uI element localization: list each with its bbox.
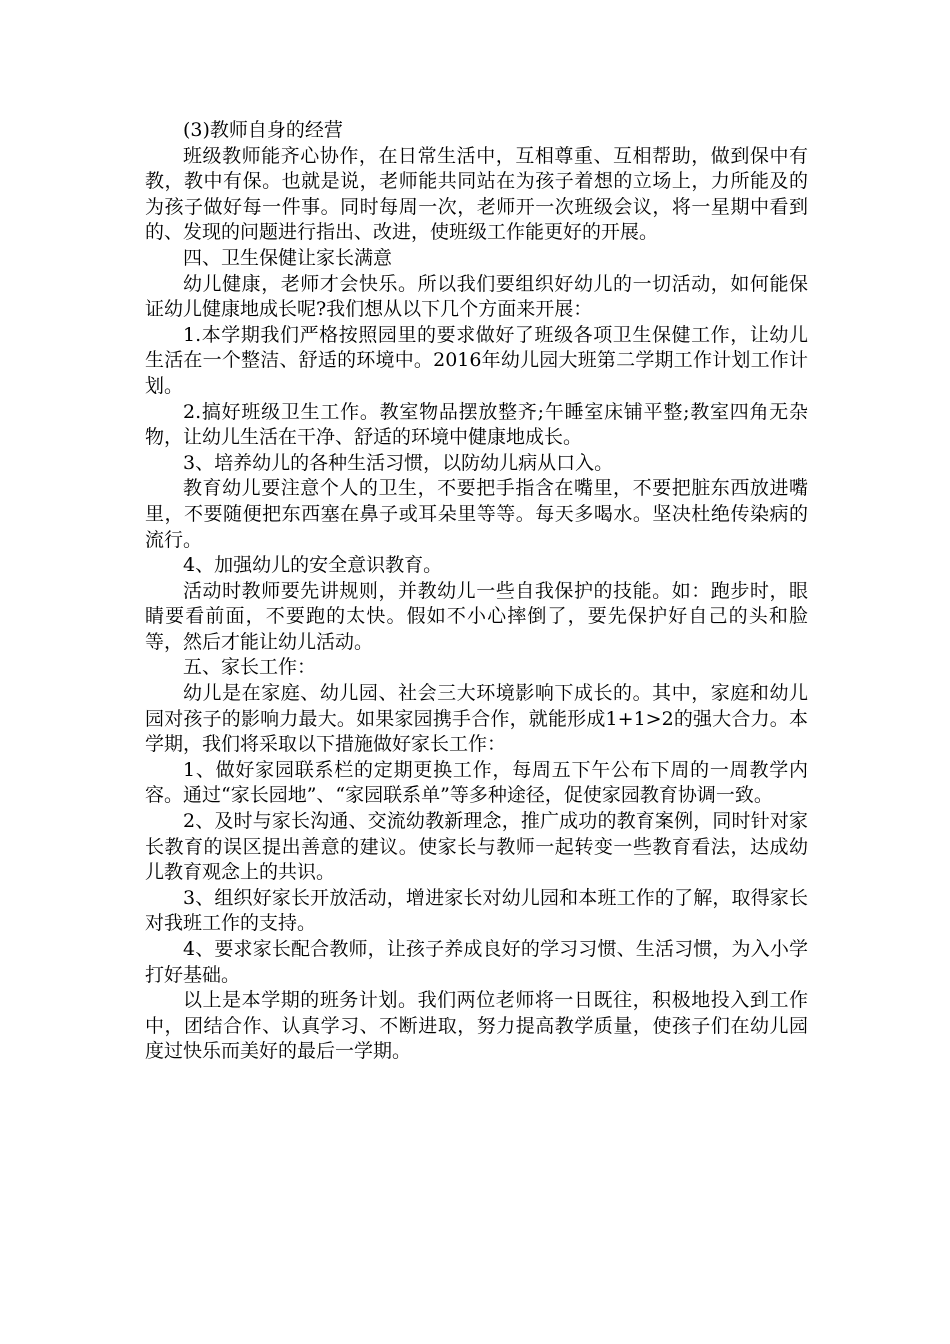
section-heading-health-care: 四、卫生保健让家长满意 (183, 246, 393, 269)
paragraph: 幼儿是在家庭、幼儿园、社会三大环境影响下成长的。其中，家庭和幼儿园对孩子的影响力最大。如果家园携手合作，就能形成1+1>2的强大合力。本学期，我们将采取以下措施做好家长工作： (145, 682, 808, 756)
closing-paragraph: 以上是本学期的班务计划。我们两位老师将一日既往，积极地投入到工作中，团结合作、认真学习、不断进取，努力提高教学质量，使孩子们在幼儿园度过快乐而美好的最后一学期。 (145, 989, 808, 1063)
list-item: 4、要求家长配合教师，让孩子养成良好的学习习惯、生活习惯，为入小学打好基础。 (145, 938, 808, 986)
paragraph: 教育幼儿要注意个人的卫生，不要把手指含在嘴里，不要把脏东西放进嘴里，不要随便把东西塞在鼻子或耳朵里等等。每天多喝水。坚决杜绝传染病的流行。 (145, 477, 808, 551)
paragraph: 幼儿健康，老师才会快乐。所以我们要组织好幼儿的一切活动，如何能保证幼儿健康地成长呢?我们想从以下几个方面来开展： (145, 272, 808, 321)
paragraph: 活动时教师要先讲规则，并教幼儿一些自我保护的技能。如：跑步时，眼睛要看前面，不要跑的太快。假如不小心摔倒了，要先保护好自己的头和脸等，然后才能让幼儿活动。 (145, 579, 808, 653)
paragraph: 班级教师能齐心协作，在日常生活中，互相尊重、互相帮助，做到保中有教，教中有保。也就是说，老师能共同站在为孩子着想的立场上，力所能及的为孩子做好每一件事。同时每周一次，老师开一次班级会议，将一星期中看到的、发现的问题进行指出、改进，使班级工作能更好的开展。 (145, 144, 808, 244)
section-heading-parent-work: 五、家长工作： (183, 656, 317, 679)
list-item: 2.搞好班级卫生工作。教室物品摆放整齐;午睡室床铺平整;教室四角无杂物，让幼儿生活在干净、舒适的环境中健康地成长。 (145, 400, 808, 449)
list-item: 2、及时与家长沟通、交流幼教新理念，推广成功的教育案例，同时针对家长教育的误区提出善意的建议。使家长与教师一起转变一些教育看法，达成幼儿教育观念上的共识。 (145, 810, 808, 884)
document-page (145, 118, 808, 1065)
list-item: 4、加强幼儿的安全意识教育。 (183, 554, 443, 577)
list-item: 3、组织好家长开放活动，增进家长对幼儿园和本班工作的了解，取得家长对我班工作的支持。 (145, 886, 808, 935)
section-heading-teacher-management: (3)教师自身的经营 (183, 119, 343, 141)
list-item: 1.本学期我们严格按照园里的要求做好了班级各项卫生保健工作，让幼儿生活在一个整洁、舒适的环境中。2016年幼儿园大班第二学期工作计划工作计划。 (145, 323, 808, 397)
list-item: 3、培养幼儿的各种生活习惯，以防幼儿病从口入。 (183, 451, 614, 474)
list-item: 1、做好家园联系栏的定期更换工作，每周五下午公布下周的一周教学内容。通过“家长园地”、“家园联系单”等多种途径，促使家园教育协调一致。 (145, 758, 808, 807)
